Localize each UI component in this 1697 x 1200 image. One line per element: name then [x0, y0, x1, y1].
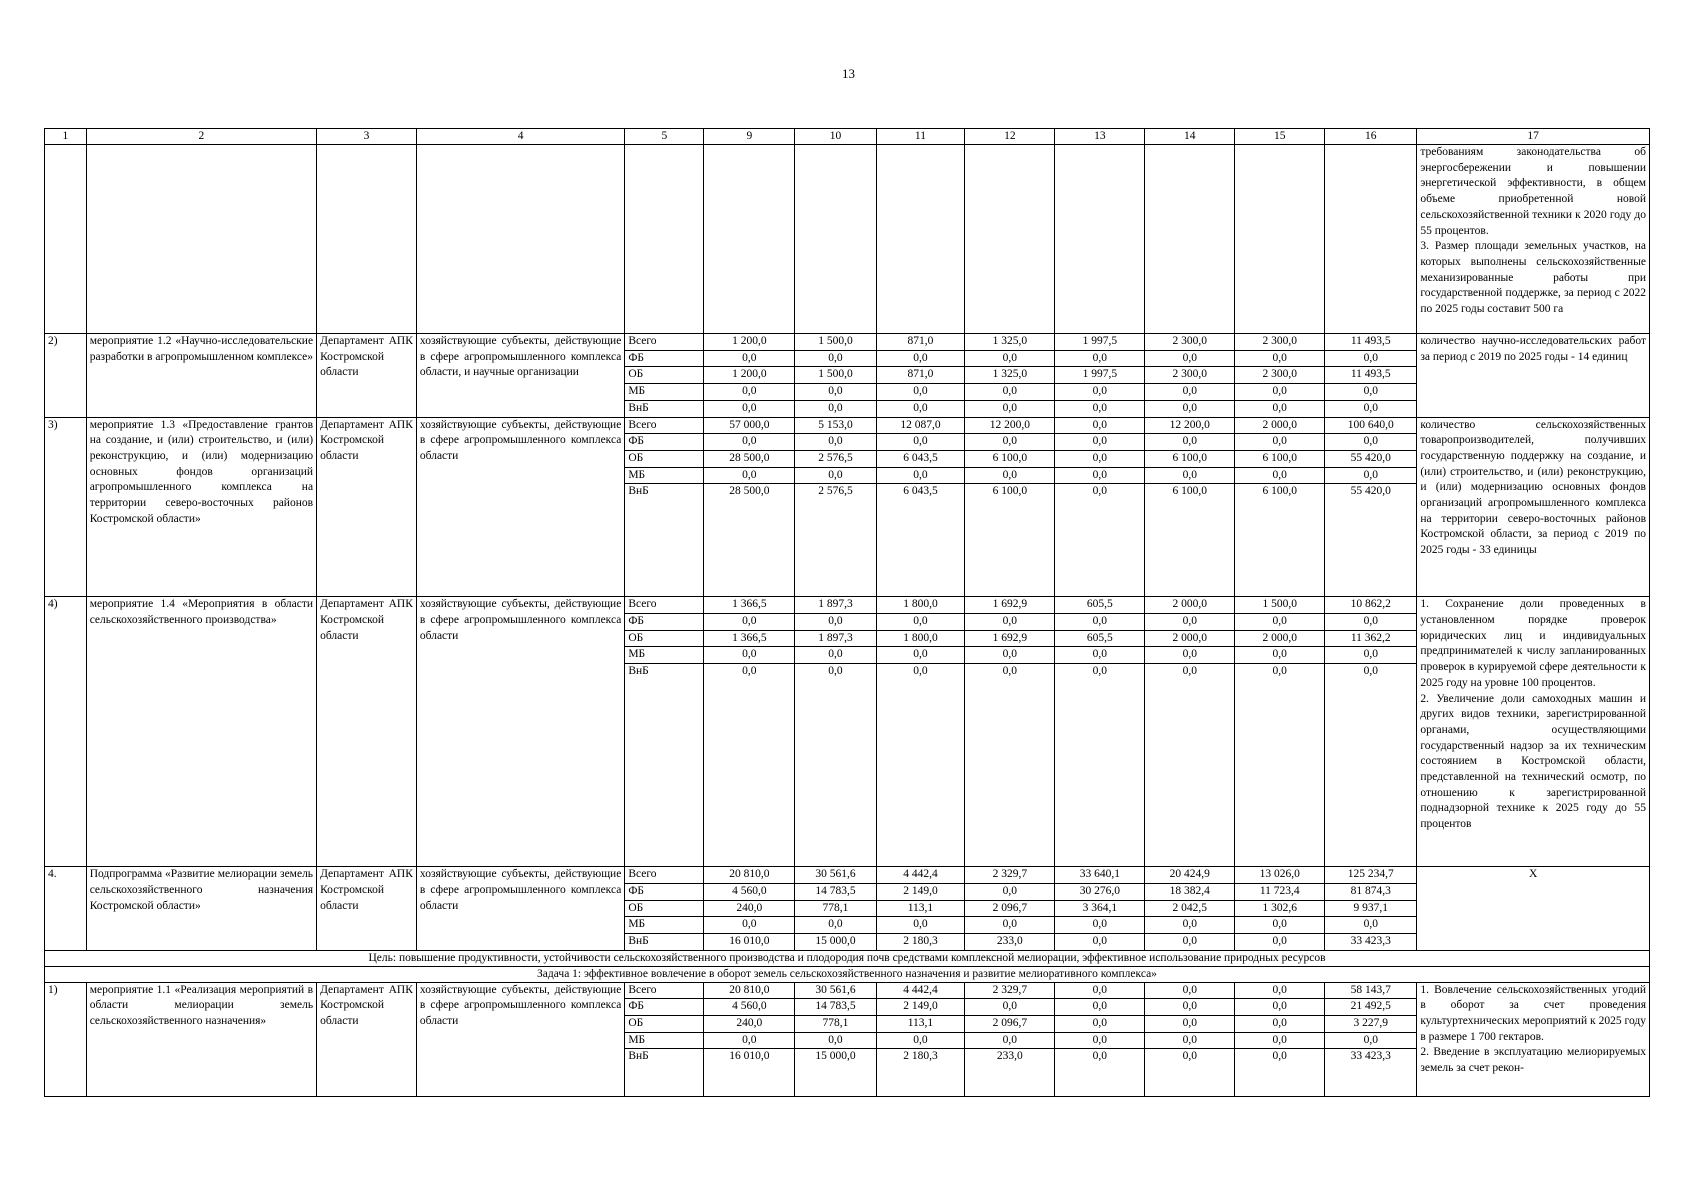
amount-cell: 0,0 — [704, 350, 795, 367]
amount-cell: 0,0 — [795, 400, 876, 417]
amount-cell: 1 692,9 — [965, 597, 1055, 614]
amount-cell: 13 026,0 — [1235, 867, 1325, 884]
amount-cell: 16 010,0 — [704, 933, 795, 950]
funding-source: ВнБ — [625, 400, 704, 417]
funding-source: Всего — [625, 417, 704, 434]
amount-cell: 0,0 — [876, 384, 965, 401]
amount-cell: 2 000,0 — [1235, 417, 1325, 434]
amount-cell: 1 366,5 — [704, 597, 795, 614]
budget-table-wrapper — [44, 128, 1650, 1097]
amount-cell: 0,0 — [1325, 384, 1417, 401]
amount-cell: 0,0 — [1235, 400, 1325, 417]
amount-cell: 0,0 — [1325, 614, 1417, 631]
amount-cell: 81 874,3 — [1325, 883, 1417, 900]
amount-cell: 2 042,5 — [1145, 900, 1235, 917]
amount-cell: 233,0 — [965, 933, 1055, 950]
amount-cell: 14 783,5 — [795, 999, 876, 1016]
amount-cell: 0,0 — [1055, 1032, 1145, 1049]
amount-cell: 0,0 — [795, 350, 876, 367]
amount-cell: 0,0 — [704, 614, 795, 631]
amount-cell: 1 897,3 — [795, 597, 876, 614]
amount-cell: 0,0 — [1235, 982, 1325, 999]
header-row — [45, 129, 1650, 145]
row-number: 3) — [45, 417, 87, 597]
measure-name: мероприятие 1.1 «Реализация мероприятий в области мелиорации земель сельскохозяйственного назначения» — [86, 982, 316, 1097]
amount-cell: 0,0 — [1055, 999, 1145, 1016]
amount-cell: 0,0 — [1325, 467, 1417, 484]
page-number: 13 — [842, 66, 855, 81]
amount-cell: 0,0 — [965, 467, 1055, 484]
amount-cell: 5 153,0 — [795, 417, 876, 434]
section-row — [45, 867, 1650, 884]
header-cell: 14 — [1145, 129, 1235, 145]
amount-cell: 18 382,4 — [1145, 883, 1235, 900]
amount-cell: 0,0 — [876, 1032, 965, 1049]
amount-cell: 0,0 — [1235, 384, 1325, 401]
header-cell: 1 — [45, 129, 87, 145]
amount-cell: 113,1 — [876, 1016, 965, 1033]
amount-cell: 871,0 — [876, 367, 965, 384]
amount-cell: 1 800,0 — [876, 597, 965, 614]
amount-cell: 20 424,9 — [1145, 867, 1235, 884]
amount-cell: 6 043,5 — [876, 484, 965, 597]
amount-cell: 2 000,0 — [1145, 597, 1235, 614]
amount-cell: 2 329,7 — [965, 867, 1055, 884]
amount-cell: 0,0 — [1055, 647, 1145, 664]
amount-cell: 778,1 — [795, 1016, 876, 1033]
amount-cell: 4 560,0 — [704, 999, 795, 1016]
amount-cell: 2 000,0 — [1235, 630, 1325, 647]
amount-cell: 6 043,5 — [876, 450, 965, 467]
amount-cell: 0,0 — [1325, 1032, 1417, 1049]
amount-cell: 1 897,3 — [795, 630, 876, 647]
amount-cell: 0,0 — [965, 647, 1055, 664]
amount-cell: 9 937,1 — [1325, 900, 1417, 917]
funding-source: МБ — [625, 384, 704, 401]
amount-cell: 0,0 — [795, 384, 876, 401]
amount-cell: 12 087,0 — [876, 417, 965, 434]
empty-cell — [86, 145, 316, 334]
amount-cell: 0,0 — [1055, 384, 1145, 401]
participants: хозяйствующие субъекты, действующие в сфере агропромышленного комплекса области — [416, 982, 624, 1097]
funding-source: ВнБ — [625, 484, 704, 597]
participants: хозяйствующие субъекты, действующие в сфере агропромышленного комплекса области — [416, 597, 624, 867]
amount-cell: 0,0 — [1235, 434, 1325, 451]
amount-cell: 11 723,4 — [1235, 883, 1325, 900]
header-cell: 15 — [1235, 129, 1325, 145]
amount-cell: 1 366,5 — [704, 630, 795, 647]
amount-cell: 6 100,0 — [1145, 484, 1235, 597]
amount-cell: 0,0 — [1055, 434, 1145, 451]
amount-cell: 0,0 — [1325, 917, 1417, 934]
amount-cell: 1 692,9 — [965, 630, 1055, 647]
header-cell: 12 — [965, 129, 1055, 145]
amount-cell: 240,0 — [704, 1016, 795, 1033]
amount-cell: 0,0 — [1145, 664, 1235, 867]
amount-cell: 0,0 — [965, 614, 1055, 631]
funding-source: ФБ — [625, 614, 704, 631]
amount-cell: 0,0 — [1055, 1049, 1145, 1097]
amount-cell: 2 300,0 — [1145, 334, 1235, 351]
amount-cell: 0,0 — [965, 917, 1055, 934]
measure-name: мероприятие 1.4 «Мероприятия в области сельскохозяйственного производства» — [86, 597, 316, 867]
amount-cell: 1 200,0 — [704, 334, 795, 351]
amount-cell: 1 997,5 — [1055, 367, 1145, 384]
empty-cell — [317, 145, 417, 334]
continuation-row — [45, 145, 1650, 334]
amount-cell: 2 149,0 — [876, 883, 965, 900]
amount-cell: 2 329,7 — [965, 982, 1055, 999]
amount-cell: 1 997,5 — [1055, 334, 1145, 351]
amount-cell: 1 500,0 — [795, 367, 876, 384]
amount-cell: 100 640,0 — [1325, 417, 1417, 434]
executor: Департамент АПК Костромской области — [317, 417, 417, 597]
amount-cell: 2 300,0 — [1235, 334, 1325, 351]
funding-source: Всего — [625, 597, 704, 614]
amount-cell: 33 423,3 — [1325, 933, 1417, 950]
amount-cell: 55 420,0 — [1325, 484, 1417, 597]
measure-name: мероприятие 1.2 «Научно-исследовательские разработки в агропромышленном комплексе» — [86, 334, 316, 418]
amount-cell: 57 000,0 — [704, 417, 795, 434]
amount-cell: 1 500,0 — [1235, 597, 1325, 614]
amount-cell: 0,0 — [876, 664, 965, 867]
amount-cell: 0,0 — [795, 917, 876, 934]
amount-cell: 1 800,0 — [876, 630, 965, 647]
amount-cell: 6 100,0 — [965, 450, 1055, 467]
amount-cell: 0,0 — [1145, 384, 1235, 401]
amount-cell: 10 862,2 — [1325, 597, 1417, 614]
amount-cell: 0,0 — [965, 883, 1055, 900]
amount-cell: 0,0 — [1235, 1049, 1325, 1097]
amount-cell: 0,0 — [1055, 417, 1145, 434]
amount-cell: 605,5 — [1055, 630, 1145, 647]
executor: Департамент АПК Костромской области — [317, 867, 417, 951]
amount-cell: 0,0 — [1145, 614, 1235, 631]
amount-cell: 0,0 — [1145, 1032, 1235, 1049]
amount-cell: 0,0 — [1145, 982, 1235, 999]
header-cell: 16 — [1325, 129, 1417, 145]
amount-cell: 0,0 — [1055, 1016, 1145, 1033]
amount-cell: 0,0 — [876, 400, 965, 417]
amount-cell: 20 810,0 — [704, 982, 795, 999]
amount-cell: 6 100,0 — [1235, 450, 1325, 467]
amount-cell: 15 000,0 — [795, 1049, 876, 1097]
funding-source: ВнБ — [625, 1049, 704, 1097]
header-cell: 3 — [317, 129, 417, 145]
amount-cell: 12 200,0 — [965, 417, 1055, 434]
row-number: 4. — [45, 867, 87, 951]
section-row — [45, 982, 1650, 999]
measure-name: мероприятие 1.3 «Предоставление грантов на создание, и (или) строительство, и (или) реконструкцию, и (или) модернизацию основных фондов организаций агропромышленного комплекса на территории северо-восточных районов Костромской области» — [86, 417, 316, 597]
indicator-text: количество сельскохозяйственных товаропроизводителей, получивших государственную поддержку на создание, и (или) строительство, и (или) реконструкцию, и (или) модернизацию основных фондов организаций агропромышленного комплекса на территории северо-восточных районов Костромской области, за период с 2019 по 2025 годы - 33 единицы — [1417, 417, 1650, 597]
empty-cell — [1055, 145, 1145, 334]
funding-source: ОБ — [625, 1016, 704, 1033]
amount-cell: 0,0 — [704, 434, 795, 451]
amount-cell: 1 200,0 — [704, 367, 795, 384]
amount-cell: 2 300,0 — [1145, 367, 1235, 384]
amount-cell: 0,0 — [795, 664, 876, 867]
amount-cell: 0,0 — [1235, 350, 1325, 367]
section-row — [45, 417, 1650, 434]
amount-cell: 0,0 — [1145, 1016, 1235, 1033]
amount-cell: 0,0 — [704, 400, 795, 417]
amount-cell: 6 100,0 — [1145, 450, 1235, 467]
header-cell: 4 — [416, 129, 624, 145]
amount-cell: 30 561,6 — [795, 867, 876, 884]
amount-cell: 0,0 — [795, 614, 876, 631]
goal-text: Цель: повышение продуктивности, устойчивости сельскохозяйственного производства и плодородия почв средствами комплексной мелиорации, эффективное использование природных ресурсов — [45, 950, 1650, 966]
amount-cell: 28 500,0 — [704, 484, 795, 597]
amount-cell: 0,0 — [1235, 467, 1325, 484]
row-number: 2) — [45, 334, 87, 418]
executor: Департамент АПК Костромской области — [317, 982, 417, 1097]
amount-cell: 11 493,5 — [1325, 367, 1417, 384]
funding-source: ФБ — [625, 999, 704, 1016]
empty-cell — [965, 145, 1055, 334]
amount-cell: 0,0 — [876, 917, 965, 934]
empty-cell — [45, 145, 87, 334]
empty-cell — [1145, 145, 1235, 334]
amount-cell: 0,0 — [1235, 933, 1325, 950]
amount-cell: 3 364,1 — [1055, 900, 1145, 917]
amount-cell: 4 560,0 — [704, 883, 795, 900]
amount-cell: 0,0 — [1235, 917, 1325, 934]
amount-cell: 4 442,4 — [876, 867, 965, 884]
amount-cell: 1 302,6 — [1235, 900, 1325, 917]
participants: хозяйствующие субъекты, действующие в сфере агропромышленного комплекса области, и научные организации — [416, 334, 624, 418]
amount-cell: 233,0 — [965, 1049, 1055, 1097]
amount-cell: 2 096,7 — [965, 900, 1055, 917]
amount-cell: 0,0 — [1235, 999, 1325, 1016]
amount-cell: 0,0 — [1145, 647, 1235, 664]
amount-cell: 0,0 — [965, 999, 1055, 1016]
amount-cell: 3 227,9 — [1325, 1016, 1417, 1033]
amount-cell: 11 362,2 — [1325, 630, 1417, 647]
funding-source: Всего — [625, 867, 704, 884]
amount-cell: 2 576,5 — [795, 450, 876, 467]
empty-cell — [876, 145, 965, 334]
amount-cell: 1 500,0 — [795, 334, 876, 351]
amount-cell: 0,0 — [1145, 999, 1235, 1016]
amount-cell: 1 325,0 — [965, 367, 1055, 384]
indicator-text: 1. Вовлечение сельскохозяйственных угодий в оборот за счет проведения культуртехнических мероприятий к 2025 году в размере 1 700 гектаров. 2. Введение в эксплуатацию мелиорируемых земель за счет рекон- — [1417, 982, 1650, 1097]
amount-cell: 0,0 — [1325, 664, 1417, 867]
amount-cell: 2 300,0 — [1235, 367, 1325, 384]
amount-cell: 28 500,0 — [704, 450, 795, 467]
amount-cell: 33 640,1 — [1055, 867, 1145, 884]
funding-source: ВнБ — [625, 664, 704, 867]
funding-source: МБ — [625, 647, 704, 664]
funding-source: ОБ — [625, 900, 704, 917]
amount-cell: 2 576,5 — [795, 484, 876, 597]
amount-cell: 2 149,0 — [876, 999, 965, 1016]
amount-cell: 0,0 — [1055, 400, 1145, 417]
empty-cell — [704, 145, 795, 334]
amount-cell: 0,0 — [1325, 434, 1417, 451]
amount-cell: 778,1 — [795, 900, 876, 917]
amount-cell: 0,0 — [704, 384, 795, 401]
amount-cell: 12 200,0 — [1145, 417, 1235, 434]
header-cell: 13 — [1055, 129, 1145, 145]
amount-cell: 2 096,7 — [965, 1016, 1055, 1033]
indicator-text: 1. Сохранение доли проведенных в установленном порядке проверок юридических лиц и индивидуальных предпринимателей к числу запланированных проверок в курируемой сфере деятельности к 2025 году на уровне 100 процентов. 2. Увеличение доли самоходных машин и других видов техники, зарегистрированной органами, осуществляющими государственный надзор за их техническим состоянием в Костромской области, представленной на технический осмотр, по отношению к зарегистрированной поднадзорной технике к 2025 году до 55 процентов — [1417, 597, 1650, 867]
empty-cell — [416, 145, 624, 334]
header-cell: 5 — [625, 129, 704, 145]
amount-cell: 0,0 — [1055, 614, 1145, 631]
amount-cell: 0,0 — [795, 467, 876, 484]
amount-cell: 6 100,0 — [965, 484, 1055, 597]
amount-cell: 0,0 — [1055, 917, 1145, 934]
amount-cell: 33 423,3 — [1325, 1049, 1417, 1097]
row-number: 4) — [45, 597, 87, 867]
empty-cell — [1235, 145, 1325, 334]
amount-cell: 15 000,0 — [795, 933, 876, 950]
amount-cell: 0,0 — [1325, 350, 1417, 367]
amount-cell: 0,0 — [1235, 1032, 1325, 1049]
empty-cell — [795, 145, 876, 334]
amount-cell: 0,0 — [1325, 400, 1417, 417]
section-row — [45, 597, 1650, 614]
amount-cell: 0,0 — [704, 1032, 795, 1049]
header-cell: 17 — [1417, 129, 1650, 145]
indicator-continuation: требованиям законодательства об энергосбережении и повышении энергетической эффективности, в общем объеме приобретенной новой сельскохозяйственной техники к 2020 году до 55 процентов. 3. Размер площади земельных участков, на которых выполнены сельскохозяйственные механизированные работы при государственной поддержке, за период с 2022 по 2025 годы составит 500 га — [1417, 145, 1650, 334]
amount-cell: 0,0 — [965, 664, 1055, 867]
participants: хозяйствующие субъекты, действующие в сфере агропромышленного комплекса области — [416, 417, 624, 597]
funding-source: Всего — [625, 334, 704, 351]
empty-cell — [625, 145, 704, 334]
header-cell: 10 — [795, 129, 876, 145]
executor: Департамент АПК Костромской области — [317, 597, 417, 867]
amount-cell: 0,0 — [1055, 982, 1145, 999]
indicator-text: X — [1417, 867, 1650, 951]
header-cell: 9 — [704, 129, 795, 145]
amount-cell: 6 100,0 — [1235, 484, 1325, 597]
amount-cell: 0,0 — [1145, 1049, 1235, 1097]
indicator-text: количество научно-исследовательских работ за период с 2019 по 2025 годы - 14 единиц — [1417, 334, 1650, 418]
task-text: Задача 1: эффективное вовлечение в оборот земель сельскохозяйственного назначения и развитие мелиоративного комплекса» — [45, 966, 1650, 982]
amount-cell: 0,0 — [1145, 917, 1235, 934]
amount-cell: 0,0 — [704, 917, 795, 934]
amount-cell: 14 783,5 — [795, 883, 876, 900]
amount-cell: 0,0 — [1235, 614, 1325, 631]
amount-cell: 0,0 — [965, 434, 1055, 451]
amount-cell: 30 276,0 — [1055, 883, 1145, 900]
budget-table — [44, 128, 1650, 1097]
amount-cell: 0,0 — [965, 384, 1055, 401]
amount-cell: 0,0 — [965, 1032, 1055, 1049]
amount-cell: 0,0 — [795, 647, 876, 664]
amount-cell: 2 180,3 — [876, 933, 965, 950]
amount-cell: 58 143,7 — [1325, 982, 1417, 999]
funding-source: ФБ — [625, 883, 704, 900]
amount-cell: 0,0 — [795, 434, 876, 451]
measure-name: Подпрограмма «Развитие мелиорации земель сельскохозяйственного назначения Костромской области» — [86, 867, 316, 951]
amount-cell: 0,0 — [1055, 664, 1145, 867]
amount-cell: 0,0 — [876, 434, 965, 451]
empty-cell — [1325, 145, 1417, 334]
amount-cell: 0,0 — [1145, 933, 1235, 950]
amount-cell: 0,0 — [1145, 350, 1235, 367]
amount-cell: 125 234,7 — [1325, 867, 1417, 884]
amount-cell: 605,5 — [1055, 597, 1145, 614]
amount-cell: 240,0 — [704, 900, 795, 917]
amount-cell: 0,0 — [876, 467, 965, 484]
amount-cell: 0,0 — [965, 400, 1055, 417]
amount-cell: 0,0 — [1235, 647, 1325, 664]
funding-source: ФБ — [625, 434, 704, 451]
goal-row — [45, 950, 1650, 966]
amount-cell: 2 000,0 — [1145, 630, 1235, 647]
amount-cell: 30 561,6 — [795, 982, 876, 999]
amount-cell: 0,0 — [1055, 450, 1145, 467]
amount-cell: 55 420,0 — [1325, 450, 1417, 467]
amount-cell: 1 325,0 — [965, 334, 1055, 351]
amount-cell: 0,0 — [1235, 664, 1325, 867]
executor: Департамент АПК Костромской области — [317, 334, 417, 418]
amount-cell: 0,0 — [876, 350, 965, 367]
amount-cell: 0,0 — [704, 467, 795, 484]
header-cell: 2 — [86, 129, 316, 145]
amount-cell: 113,1 — [876, 900, 965, 917]
amount-cell: 0,0 — [876, 647, 965, 664]
funding-source: ОБ — [625, 367, 704, 384]
header-cell: 11 — [876, 129, 965, 145]
funding-source: ВнБ — [625, 933, 704, 950]
amount-cell: 16 010,0 — [704, 1049, 795, 1097]
amount-cell: 0,0 — [1055, 467, 1145, 484]
amount-cell: 4 442,4 — [876, 982, 965, 999]
row-number: 1) — [45, 982, 87, 1097]
amount-cell: 0,0 — [795, 1032, 876, 1049]
amount-cell: 0,0 — [1145, 434, 1235, 451]
amount-cell: 0,0 — [965, 350, 1055, 367]
amount-cell: 0,0 — [704, 664, 795, 867]
amount-cell: 0,0 — [1145, 400, 1235, 417]
amount-cell: 0,0 — [1235, 1016, 1325, 1033]
amount-cell: 0,0 — [1055, 484, 1145, 597]
funding-source: ОБ — [625, 630, 704, 647]
funding-source: МБ — [625, 917, 704, 934]
funding-source: Всего — [625, 982, 704, 999]
participants: хозяйствующие субъекты, действующие в сфере агропромышленного комплекса области — [416, 867, 624, 951]
amount-cell: 0,0 — [1055, 350, 1145, 367]
amount-cell: 20 810,0 — [704, 867, 795, 884]
amount-cell: 11 493,5 — [1325, 334, 1417, 351]
amount-cell: 0,0 — [704, 647, 795, 664]
amount-cell: 21 492,5 — [1325, 999, 1417, 1016]
funding-source: МБ — [625, 467, 704, 484]
amount-cell: 871,0 — [876, 334, 965, 351]
funding-source: МБ — [625, 1032, 704, 1049]
amount-cell: 0,0 — [1325, 647, 1417, 664]
funding-source: ОБ — [625, 450, 704, 467]
section-row — [45, 334, 1650, 351]
amount-cell: 0,0 — [1145, 467, 1235, 484]
amount-cell: 0,0 — [1055, 933, 1145, 950]
task-row — [45, 966, 1650, 982]
amount-cell: 2 180,3 — [876, 1049, 965, 1097]
amount-cell: 0,0 — [876, 614, 965, 631]
funding-source: ФБ — [625, 350, 704, 367]
